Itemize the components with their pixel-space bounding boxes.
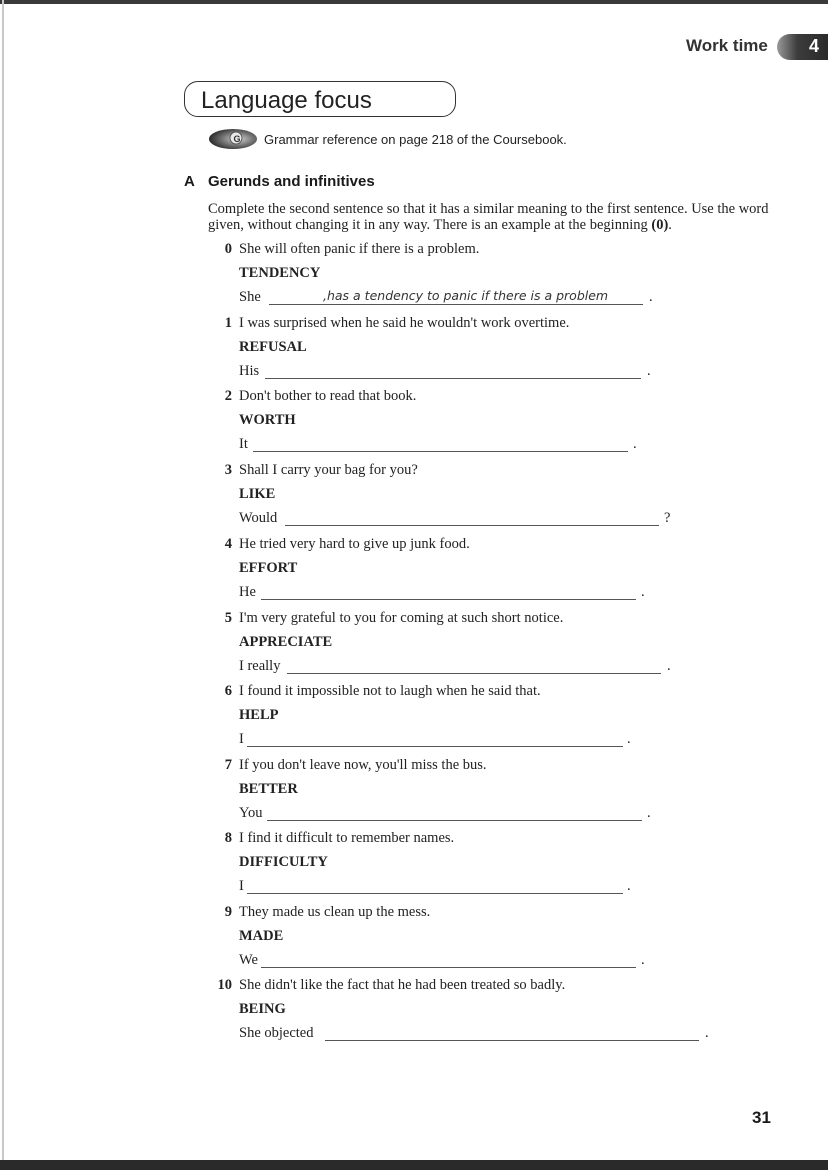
answer-end: . <box>667 658 671 674</box>
unit-tab <box>777 34 828 60</box>
item-number: 0 <box>224 241 232 257</box>
grammar-reference-text: Grammar reference on page 218 of the Coursebook. <box>264 132 567 147</box>
item-keyword: HELP <box>239 707 279 723</box>
answer-end: . <box>647 363 651 379</box>
answer-blank[interactable] <box>269 304 643 305</box>
item-sentence: She didn't like the fact that he had been treated so badly. <box>239 977 566 993</box>
item-number: 4 <box>224 536 232 552</box>
answer-blank[interactable] <box>325 1040 699 1041</box>
answer-start: He <box>239 584 256 600</box>
item-sentence: They made us clean up the mess. <box>239 904 431 920</box>
answer-start: Would <box>239 510 278 526</box>
answer-blank[interactable] <box>265 378 641 379</box>
answer-end: . <box>641 584 645 600</box>
answer-end: . <box>705 1025 709 1041</box>
item-keyword: BEING <box>239 1001 286 1017</box>
handwritten-answer: ,has a tendency to panic if there is a problem <box>323 288 609 303</box>
answer-end: . <box>641 952 645 968</box>
item-number: 8 <box>224 830 232 846</box>
item-sentence: I found it impossible not to laugh when he said that. <box>239 683 541 699</box>
language-focus-box <box>184 81 456 117</box>
item-number: 2 <box>224 388 232 404</box>
answer-start: She objected <box>239 1025 314 1041</box>
item-keyword: EFFORT <box>239 560 298 576</box>
instructions-example-ref: (0) <box>651 217 669 233</box>
exercise-item-8 <box>0 830 828 902</box>
bottom-border <box>0 1160 828 1170</box>
answer-start: We <box>239 952 258 968</box>
item-sentence: I find it difficult to remember names. <box>239 830 455 846</box>
answer-start: It <box>239 436 248 452</box>
answer-end: ? <box>664 510 671 526</box>
svg-text:G: G <box>233 134 241 144</box>
item-number: 1 <box>224 315 232 331</box>
item-keyword: BETTER <box>239 781 298 797</box>
answer-start: His <box>239 363 260 379</box>
item-keyword: LIKE <box>239 486 276 502</box>
answer-end: . <box>627 878 631 894</box>
grammar-reference-icon <box>208 128 258 150</box>
answer-blank[interactable] <box>253 451 628 452</box>
answer-end: . <box>627 731 631 747</box>
page-number: 31 <box>752 1108 771 1127</box>
answer-blank[interactable] <box>267 820 642 821</box>
answer-start: She <box>239 289 261 305</box>
exercise-item-6 <box>0 683 828 755</box>
item-number: 6 <box>224 683 232 699</box>
answer-end: . <box>647 805 651 821</box>
item-number: 7 <box>224 757 232 773</box>
item-keyword: MADE <box>239 928 284 944</box>
instructions <box>208 201 776 233</box>
item-sentence: Shall I carry your bag for you? <box>239 462 418 478</box>
item-keyword: APPRECIATE <box>239 634 333 650</box>
answer-blank[interactable] <box>261 967 636 968</box>
section-label: Work time <box>686 36 768 55</box>
answer-blank[interactable] <box>287 673 661 674</box>
answer-start: I <box>239 731 244 747</box>
section-title: Gerunds and infinitives <box>208 173 375 190</box>
exercise-item-3 <box>0 462 828 534</box>
item-number: 10 <box>217 977 232 993</box>
item-sentence: I was surprised when he said he wouldn't work overtime. <box>239 315 570 331</box>
answer-end: . <box>649 289 653 305</box>
section-letter: A <box>184 173 195 190</box>
item-keyword: DIFFICULTY <box>239 854 328 870</box>
answer-end: . <box>633 436 637 452</box>
answer-blank[interactable] <box>261 599 636 600</box>
item-number: 9 <box>224 904 232 920</box>
item-keyword: TENDENCY <box>239 265 321 281</box>
answer-start: I <box>239 878 244 894</box>
exercise-item-9 <box>0 904 828 976</box>
exercise-item-0 <box>0 241 828 313</box>
top-border <box>0 0 828 4</box>
instructions-text: Complete the second sentence so that it has a similar meaning to the first sentence. Use the word given, without changing it in any way. There is an example at the beginning <box>208 201 769 233</box>
item-number: 3 <box>224 462 232 478</box>
answer-start: I really <box>239 658 281 674</box>
answer-blank[interactable] <box>285 525 659 526</box>
unit-number: 4 <box>808 36 819 56</box>
item-sentence: Don't bother to read that book. <box>239 388 417 404</box>
item-keyword: WORTH <box>239 412 296 428</box>
item-sentence: She will often panic if there is a problem. <box>239 241 480 257</box>
item-sentence: He tried very hard to give up junk food. <box>239 536 470 552</box>
exercise-item-1 <box>0 315 828 387</box>
instructions-period: . <box>668 217 672 233</box>
item-keyword: REFUSAL <box>239 339 307 355</box>
exercise-item-10 <box>0 977 828 1049</box>
exercise-item-7 <box>0 757 828 829</box>
item-sentence: I'm very grateful to you for coming at such short notice. <box>239 610 564 626</box>
language-focus-title: Language focus <box>201 87 372 114</box>
item-number: 5 <box>224 610 232 626</box>
exercise-item-5 <box>0 610 828 682</box>
answer-start: You <box>239 805 263 821</box>
answer-blank[interactable] <box>247 746 623 747</box>
item-sentence: If you don't leave now, you'll miss the bus. <box>239 757 487 773</box>
answer-blank[interactable] <box>247 893 623 894</box>
exercise-item-4 <box>0 536 828 608</box>
exercise-item-2 <box>0 388 828 460</box>
